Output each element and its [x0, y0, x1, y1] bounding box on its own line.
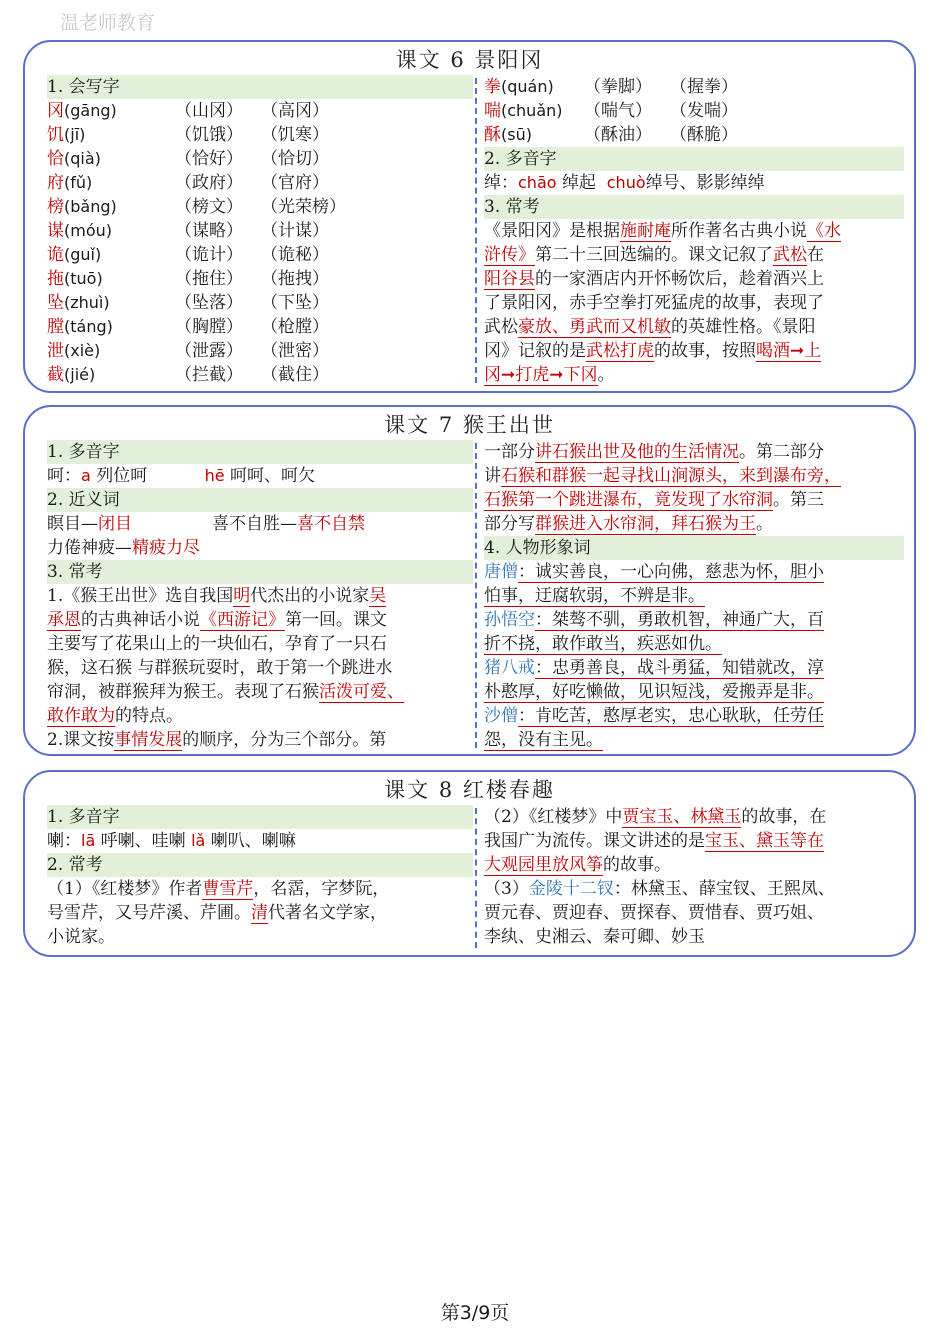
highlight-text: 猪八戒 [484, 658, 535, 678]
pinyin: (guǐ) [64, 245, 102, 264]
text: 小说家。 [47, 927, 115, 947]
word: （泄露） [175, 341, 243, 361]
highlight-text: ：诚实善良，一心向佛，慈悲为怀，胆小 [518, 562, 824, 582]
char: 拖 [47, 269, 64, 289]
column-divider [475, 808, 477, 948]
word: （酥油） [584, 125, 652, 145]
text-line [484, 805, 904, 829]
word: （高冈） [261, 101, 329, 121]
column-divider [475, 78, 477, 383]
highlight-text: 清 [251, 903, 268, 923]
text: 贾元春、贾迎春、贾探春、贾惜春、贾巧姐、 [484, 903, 824, 923]
text-line [484, 704, 904, 728]
text: 2.课文按 [47, 730, 115, 750]
pinyin: (xiè) [64, 341, 101, 360]
highlight-text: 朴憨厚，好吃懒做，见识短浅，爱搬弄是非。 [484, 682, 824, 702]
highlight-text: ：忠勇善良，战斗勇猛，知错就改，淳 [535, 658, 824, 678]
char-row [47, 171, 473, 195]
highlight-text: 阳谷县 [484, 269, 535, 289]
pinyin: (táng) [64, 317, 113, 336]
text: 主要写了花果山上的一块仙石，孕育了一只石 [47, 634, 387, 654]
text: ，名霑，字梦阮， [253, 879, 390, 899]
text: 的英雄性格。《景阳 [671, 317, 816, 337]
text-line [484, 291, 904, 315]
highlight-text: 怨，没有主见。 [484, 730, 603, 750]
highlight-text: 怕事，迂腐软弱，不辨是非。 [484, 586, 705, 606]
highlight-text: 喝酒➞上 [756, 341, 822, 361]
word: （截住） [261, 365, 329, 385]
text-line [484, 219, 904, 243]
lesson8-card [23, 770, 916, 957]
key-points-paragraph-continued [484, 805, 904, 949]
char-row [47, 363, 473, 387]
text: 我国广为流传。课文讲述的是 [484, 831, 705, 851]
pinyin: (tuō) [64, 269, 103, 288]
highlight-text: 折不挠，敢作敢当，疾恶如仇。 [484, 634, 722, 654]
lesson7-left-column [47, 440, 473, 752]
lesson6-card [23, 40, 916, 393]
word: （饥饿） [175, 125, 243, 145]
highlight-text: 《水 [807, 221, 841, 241]
text-line [484, 656, 904, 680]
word: （坠落） [175, 293, 243, 313]
text-line [484, 243, 904, 267]
word: （泄密） [261, 341, 329, 361]
highlight-text: 明 [233, 586, 251, 606]
text-line [47, 877, 473, 901]
pinyin: (jié) [64, 365, 96, 384]
text-line [47, 632, 473, 656]
pinyin: (gāng) [64, 101, 117, 120]
text-line [484, 488, 904, 512]
lesson8-right-column [484, 805, 904, 949]
word: （拳脚） [584, 77, 652, 97]
text: 的顺序，分为三个部分。第 [182, 730, 387, 750]
text: 李纨、史湘云、秦可卿、妙玉 [484, 927, 705, 947]
text-line [484, 680, 904, 704]
text-line [484, 877, 904, 901]
key-points-paragraph [484, 219, 904, 387]
text: 。第二部分 [739, 442, 824, 462]
polyphone-line: 喇：lā 呼喇、哇喇 lǎ 喇叭、喇嘛 [47, 831, 296, 851]
text: 的故事。 [603, 855, 671, 875]
char-row [47, 339, 473, 363]
text: 号雪芹，又号芹溪、芹圃。 [47, 903, 251, 923]
word: （谋略） [175, 221, 243, 241]
highlight-text: ：桀骜不驯，勇敢机智，神通广大，百 [535, 610, 824, 630]
pinyin: (qià) [64, 149, 101, 168]
word: （枪膛） [261, 317, 329, 337]
text-line [484, 632, 904, 656]
text: 。 [756, 514, 773, 534]
highlight-text: 宝玉、黛玉等在 [705, 831, 824, 851]
word: （恰切） [261, 149, 329, 169]
text-line [47, 584, 473, 608]
synonym-line: 瞑目—闭目 喜不自胜—喜不自禁 [47, 514, 365, 534]
text-line [47, 656, 473, 680]
char: 酥 [484, 125, 501, 145]
highlight-text: 活泼可爱、 [319, 682, 404, 702]
highlight-text: 沙僧 [484, 706, 518, 726]
highlight-text: 群猴进入水帘洞，拜石猴为王 [535, 514, 756, 534]
highlight-text: 石猴和群猴一起寻找山涧源头，来到瀑布旁， [501, 466, 841, 486]
text: 。 [597, 365, 615, 385]
text-line [484, 267, 904, 291]
text-line [484, 584, 904, 608]
char-row [47, 99, 473, 123]
text-line [484, 464, 904, 488]
char: 谋 [47, 221, 64, 241]
highlight-text: ：肯吃苦，憨厚老实，忠心耿耿，任劳任 [518, 706, 824, 726]
word: （握拳） [670, 77, 738, 97]
pinyin: (bǎng) [64, 197, 117, 216]
highlight-text: 孙悟空 [484, 610, 535, 630]
polyphone-header: 1. 多音字 [47, 805, 473, 829]
polyphone-line: 绰：chāo 绰起 chuò绰号、影影绰绰 [484, 173, 765, 193]
text: 武松 [484, 317, 518, 337]
text-line [484, 829, 904, 853]
text-line [484, 315, 904, 339]
char-row [484, 123, 904, 147]
page-number: 第3/9页 [440, 1302, 510, 1324]
char-row [47, 147, 473, 171]
write-chars-header: 1. 会写字 [47, 75, 473, 99]
text: 帘洞，被群猴拜为猴王。表现了石猴 [47, 682, 319, 702]
key-points-paragraph [47, 877, 473, 949]
lesson6-right-column [484, 75, 904, 387]
word: （下坠） [261, 293, 329, 313]
text-line [47, 901, 473, 925]
lesson7-title: 课文 7 猴王出世 [384, 413, 555, 437]
text-line [47, 608, 473, 632]
highlight-text: 金陵十二钗 [528, 879, 614, 899]
char: 截 [47, 365, 64, 385]
word: （诡计） [175, 245, 243, 265]
word: （拦截） [175, 365, 243, 385]
text: 的一家酒店内开怀畅饮后，趁着酒兴上 [535, 269, 824, 289]
word: （政府） [175, 173, 243, 193]
key-points-header: 3. 常考 [47, 560, 473, 584]
polyphone-header: 2. 多音字 [484, 147, 904, 171]
highlight-text: 武松 [773, 245, 807, 265]
text-line [484, 901, 904, 925]
char-row [47, 267, 473, 291]
word: （诡秘） [261, 245, 329, 265]
text-line [484, 560, 904, 584]
text-line [47, 680, 473, 704]
word: （拖拽） [261, 269, 329, 289]
text: 的故事，按照 [654, 341, 756, 361]
char: 饥 [47, 125, 64, 145]
text: （2）《红楼梦》中 [484, 807, 623, 827]
lesson6-title: 课文 6 景阳冈 [395, 48, 544, 72]
key-points-header: 3. 常考 [484, 195, 904, 219]
key-points-header: 2. 常考 [47, 853, 473, 877]
text: 了景阳冈，赤手空拳打死猛虎的故事，表现了 [484, 293, 824, 313]
pinyin: (chuǎn) [501, 101, 563, 120]
key-points-paragraph-continued [484, 440, 904, 536]
text: （1）《红楼梦》作者 [47, 879, 203, 899]
char-row [47, 219, 473, 243]
write-char-list [47, 99, 473, 387]
pinyin: (zhuì) [64, 293, 110, 312]
key-points-paragraph [47, 584, 473, 752]
column-divider [475, 443, 477, 748]
word: （榜文） [175, 197, 243, 217]
text: 在 [807, 245, 824, 265]
char-row [47, 291, 473, 315]
highlight-text: 豪放、勇武而又机敏 [518, 317, 671, 337]
highlight-text: 浒传》 [484, 245, 535, 265]
char: 拳 [484, 77, 501, 97]
char: 府 [47, 173, 64, 193]
lesson6-left-column [47, 75, 473, 387]
text: 冈》记叙的是 [484, 341, 586, 361]
lesson7-right-column [484, 440, 904, 752]
word: （官府） [261, 173, 329, 193]
char-row [47, 243, 473, 267]
char-row [47, 123, 473, 147]
text-line [484, 728, 904, 752]
lesson7-card [23, 405, 916, 756]
word: （饥寒） [261, 125, 329, 145]
word: （恰好） [175, 149, 243, 169]
char: 恰 [47, 149, 64, 169]
text-line [47, 728, 473, 752]
highlight-text: 《西游记》 [200, 610, 285, 630]
highlight-text: 冈➞打虎➞下冈 [484, 365, 598, 385]
word: （胸膛） [175, 317, 243, 337]
text: 第二十三回选编的。课文记叙了 [535, 245, 773, 265]
word: （拖住） [175, 269, 243, 289]
word: （光荣榜） [261, 197, 346, 217]
text: 的特点。 [115, 706, 183, 726]
text-line [47, 704, 473, 728]
highlight-text: 唐僧 [484, 562, 518, 582]
polyphone-line: 呵：a 列位呵 hē 呵呵、呵欠 [47, 466, 316, 486]
text: 1.《猴王出世》选自我国 [47, 586, 234, 606]
synonym-header: 2. 近义词 [47, 488, 473, 512]
word: （计谋） [261, 221, 329, 241]
text-line [484, 853, 904, 877]
text: 所作著名古典小说 [671, 221, 807, 241]
lesson8-title: 课文 8 红楼春趣 [384, 778, 555, 802]
write-char-list-continued [484, 75, 904, 147]
text: 讲 [484, 466, 501, 486]
text-line [484, 512, 904, 536]
char: 泄 [47, 341, 64, 361]
text: 部分写 [484, 514, 535, 534]
character-traits-header: 4. 人物形象词 [484, 536, 904, 560]
highlight-text: 武松打虎 [586, 341, 654, 361]
highlight-text: 吴 [369, 586, 387, 606]
char: 膛 [47, 317, 64, 337]
text: （3） [484, 879, 529, 899]
text: 的故事，在 [741, 807, 827, 827]
text-line [484, 363, 904, 387]
char: 坠 [47, 293, 64, 313]
highlight-text: 施耐庵 [620, 221, 671, 241]
highlight-text: 讲石猴出世及他的生活情况 [535, 442, 739, 462]
text: 第一回。课文 [285, 610, 387, 630]
pinyin: (móu) [64, 221, 112, 240]
text-line [484, 925, 904, 949]
text-line [484, 339, 904, 363]
text: 《景阳冈》是根据 [484, 221, 620, 241]
word: （酥脆） [670, 125, 738, 145]
character-traits-list [484, 560, 904, 752]
word: （山冈） [175, 101, 243, 121]
text-line [484, 440, 904, 464]
char: 诡 [47, 245, 64, 265]
highlight-text: 承恩 [47, 610, 81, 630]
text: 代杰出的小说家 [250, 586, 370, 606]
text: ：林黛玉、薛宝钗、王熙凤、 [613, 879, 835, 899]
char: 喘 [484, 101, 501, 121]
highlight-text: 曹雪芹 [202, 879, 254, 899]
text: 代著名文学家， [268, 903, 387, 923]
char-row [484, 99, 904, 123]
char-row [47, 315, 473, 339]
text: 一部分 [484, 442, 535, 462]
pinyin: (sū) [501, 125, 532, 144]
text: 的古典神话小说 [81, 610, 200, 630]
char: 冈 [47, 101, 64, 121]
text: 。第三 [773, 490, 824, 510]
char: 榜 [47, 197, 64, 217]
char-row [484, 75, 904, 99]
text-line [484, 608, 904, 632]
word: （喘气） [584, 101, 652, 121]
text: 猴，这石猴 与群猴玩耍时，敢于第一个跳进水 [47, 658, 393, 678]
highlight-text: 事情发展 [114, 730, 183, 750]
pinyin: (fǔ) [64, 173, 93, 192]
highlight-text: 石猴第一个跳进瀑布，竟发现了水帘洞 [484, 490, 773, 510]
char-row [47, 195, 473, 219]
pinyin: (quán) [501, 77, 554, 96]
highlight-text: 敢作敢为 [47, 706, 115, 726]
synonym-line: 力倦神疲—精疲力尽 [47, 538, 200, 558]
pinyin: (jī) [64, 125, 86, 144]
highlight-text: 大观园里放风筝 [484, 855, 603, 875]
highlight-text: 贾宝玉、林黛玉 [622, 807, 742, 827]
word: （发喘） [670, 101, 738, 121]
polyphone-header: 1. 多音字 [47, 440, 473, 464]
watermark: 温老师教育 [60, 12, 156, 34]
text-line [47, 925, 473, 949]
lesson8-left-column [47, 805, 473, 949]
